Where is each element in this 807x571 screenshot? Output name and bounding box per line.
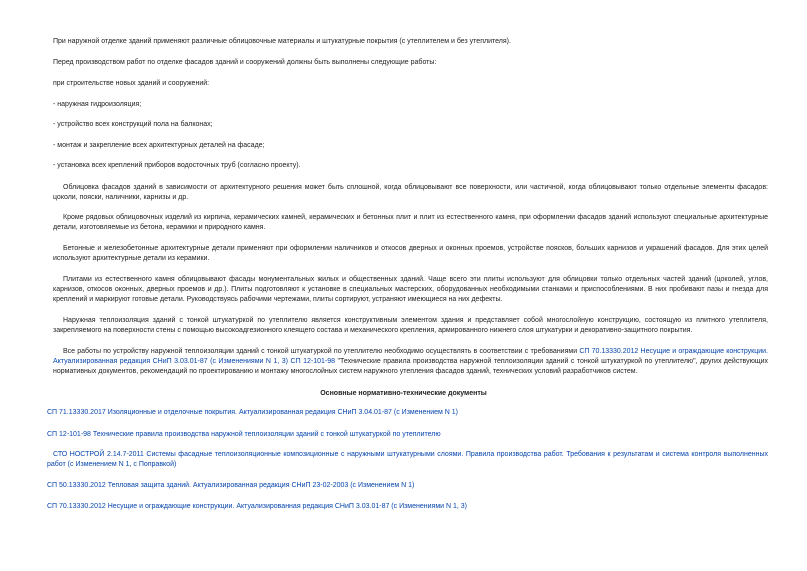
- list-item-text: - устройство всех конструкций пола на балконах;: [53, 121, 213, 128]
- list-item-text: - монтаж и закрепление всех архитектурных деталей на фасаде;: [53, 142, 265, 149]
- reference-link-sto-nostroy[interactable]: СТО НОСТРОЙ 2.14.7-2011 Системы фасадные теплоизоляционные композиционные с наружными штукатурными слоями. Правила производства работ. Требования к результатам и система контроля выполненных работ (с Изменением N 1, с Поправкой): [47, 451, 768, 468]
- list-item: [53, 120, 768, 130]
- paragraph-text: Облицовка фасадов зданий в зависимости от архитектурного решения может быть сплошной, когда облицовывают все поверхности, или частичной, когда облицовывают только отдельные элементы фасадов: цоколи, пояски, наличники, карнизы и др.: [53, 184, 768, 201]
- paragraph-new-buildings: [53, 79, 768, 89]
- paragraph-text: При наружной отделке зданий применяют различные облицовочные материалы и штукатурные покрытия (с утеплителем и без утеплителя).: [53, 38, 511, 45]
- paragraph-text: Плитами из естественного камня облицовывают фасады монументальных жилых и общественных зданий. Чаще всего эти плиты используют для облицовки только отдельных частей зданий (цоколей, углов, карнизов, откосов оконных, дверных проемов и др.). Плиты подготовляют к установке в специальных мастерских, оборудованных необходимыми станками и приспособлениями. В них пробивают пазы и гнезда для креплений и маркируют готовые детали. Руководствуясь рабочими чертежами, плиты сортируют, устраняют имеющиеся на них дефекты.: [53, 276, 768, 303]
- paragraph-thermal-insulation: [53, 316, 768, 336]
- paragraph-requirements: [53, 347, 768, 377]
- list-item-text: - наружная гидроизоляция;: [53, 101, 142, 108]
- paragraph-architectural-details: [53, 213, 768, 233]
- paragraph-text: Перед производством работ по отделке фасадов зданий и сооружений должны быть выполнены следующие работы:: [53, 59, 437, 66]
- paragraph-text: Наружная теплоизоляция зданий с тонкой штукатуркой по утеплителю является конструктивным элементом здания и представляет собой многослойную конструкцию, состоящую из плитного утеплителя, закрепляемого на поверхности стены с помощью высокоадгезионного клеящего состава и механического крепления, армированного нижнего слоя штукатурки и декоративно-защитного покрытия.: [53, 317, 768, 334]
- list-item: [53, 100, 768, 110]
- section-heading: Основные нормативно-технические документы: [320, 390, 487, 397]
- reference-link-sp50[interactable]: СП 50.13330.2012 Тепловая защита зданий. Актуализированная редакция СНиП 23-02-2003 (с Изменением N 1): [47, 482, 415, 489]
- paragraph-text: Бетонные и железобетонные архитектурные детали применяют при оформлении наличников и откосов дверных и оконных проемов, устройстве поясков, больших карнизов и украшений фасадов. Для этих целей используют архитектурные детали из керамики.: [53, 245, 768, 262]
- reference-link-sp71[interactable]: СП 71.13330.2017 Изоляционные и отделочные покрытия. Актуализированная редакция СНиП 3.04.01-87 (с Изменением N 1): [47, 409, 459, 416]
- paragraph-intro: [53, 37, 768, 47]
- paragraph-natural-stone: [53, 275, 768, 305]
- document-link-sp70[interactable]: СП 70.13330.2012 Несущие и ограждающие конструкции. Актуализированная редакция СНиП 3.03.01-87 (с Изменениями N 1, 3): [53, 348, 768, 365]
- paragraph-preconditions: [53, 58, 768, 68]
- list-item: [53, 161, 768, 171]
- reference-link-sp70[interactable]: СП 70.13330.2012 Несущие и ограждающие конструкции. Актуализированная редакция СНиП 3.03.01-87 (с Изменениями N 1, 3): [47, 503, 468, 510]
- list-item-text: - установка всех креплений приборов водосточных труб (согласно проекту).: [53, 162, 301, 169]
- list-item: [53, 141, 768, 151]
- paragraph-text: Кроме рядовых облицовочных изделий из кирпича, керамических камней, керамических и бетонных плит и плит из естественного камня, при оформлении фасадов зданий используют специальные архитектурные детали, изготовляемые из бетона, керамики и природного камня.: [53, 214, 768, 231]
- paragraph-text: Все работы по устройству наружной теплоизоляции зданий с тонкой штукатуркой по утеплителю необходимо осуществлять в соответствии с требованиями: [63, 348, 580, 355]
- paragraph-text: "Технические правила производства наружной теплоизоляции зданий с тонкой штукатуркой по утеплителю", других действующих нормативных документов, рекомендаций по проектированию и монтажу многослойных систем наружного утепления фасадов зданий, технических условий разработчиков систем.: [53, 358, 769, 375]
- paragraph-text: при строительстве новых зданий и сооружений:: [53, 80, 210, 87]
- paragraph-cladding: [53, 183, 768, 203]
- document-link-sp12[interactable]: СП 12-101-98: [290, 358, 336, 365]
- paragraph-concrete-details: [53, 244, 768, 264]
- reference-link-sp12[interactable]: СП 12-101-98 Технические правила производства наружной теплоизоляции зданий с тонкой штукатуркой по утеплителю: [47, 431, 441, 438]
